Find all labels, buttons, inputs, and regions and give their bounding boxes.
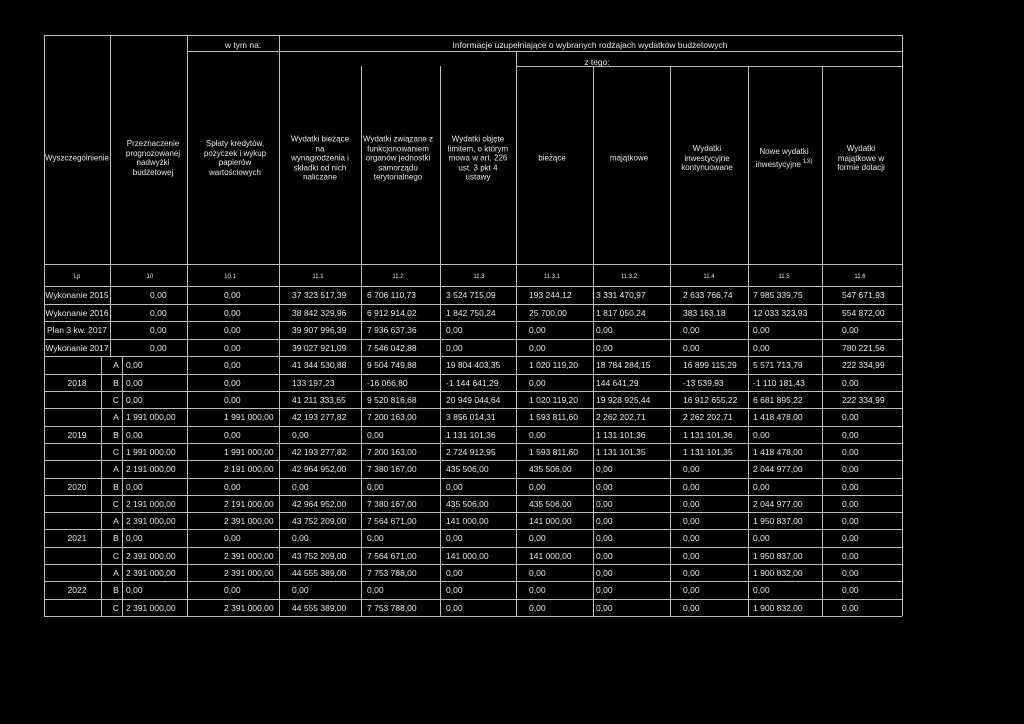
- v-gridline: [279, 51, 280, 616]
- table-cell: 0,00: [224, 377, 241, 388]
- table-cell: 16 899 115,29: [683, 360, 737, 371]
- footnote-mark: 13): [800, 157, 813, 165]
- table-cell: 0,00: [683, 585, 700, 596]
- table-cell: 0,00: [842, 568, 859, 578]
- table-cell: 1 991 000,00: [224, 446, 274, 457]
- table-cell: 0,00: [367, 429, 384, 440]
- table-cell: 7 200 163,00: [367, 412, 417, 423]
- table-cell: 42 964 952,00: [292, 464, 347, 475]
- h-gridline: [187, 51, 902, 52]
- v-gridline: [101, 356, 102, 616]
- h-gridline: [44, 286, 902, 287]
- table-cell: 1 900 832,00: [753, 602, 803, 613]
- table-cell: -13 539,93: [683, 377, 724, 388]
- table-cell: 0,00: [292, 429, 309, 440]
- year-label: 2018: [67, 377, 87, 388]
- table-cell: 0,00: [224, 585, 241, 596]
- h-gridline: [44, 264, 902, 265]
- sub-row-label: A: [113, 412, 119, 423]
- table-cell: 1 418 478,00: [753, 412, 803, 423]
- header-11-1: Wydatki bieżące na wynagrodzenia i składki od nich naliczane: [290, 134, 350, 182]
- lp-cell: 11.4: [703, 274, 715, 280]
- table-cell: 0,00: [126, 377, 143, 388]
- table-cell: 7 380 167,00: [367, 498, 417, 509]
- table-cell: 0,00: [224, 395, 241, 405]
- row-label: Wykonanie 2017: [45, 342, 109, 353]
- table-cell: 0,00: [529, 377, 546, 388]
- sub-row-label: A: [113, 464, 119, 475]
- table-cell: 19 804 403,35: [446, 360, 501, 371]
- table-cell: 7 936 637,36: [367, 325, 417, 336]
- v-gridline: [44, 356, 45, 616]
- header-11-6: Wydatki majątkowe w formie dotacji: [837, 143, 885, 172]
- lp-cell: 10: [146, 274, 154, 280]
- table-cell: 0,00: [529, 585, 546, 596]
- table-cell: 2 633 766,74: [683, 290, 733, 300]
- sub-row-label: B: [113, 377, 119, 388]
- table-cell: 9 504 749,88: [367, 360, 417, 371]
- table-cell: 0,00: [367, 481, 384, 492]
- lp-cell: 10.1: [224, 274, 236, 280]
- table-cell: 547 671,93: [842, 290, 885, 300]
- v-gridline: [670, 66, 671, 616]
- table-cell: 0,00: [446, 325, 463, 336]
- table-cell: 7 380 167,00: [367, 464, 417, 475]
- table-cell: -1 144 641,29: [446, 377, 499, 388]
- sub-row-label: C: [112, 395, 120, 405]
- lp-cell: 11.2: [392, 274, 404, 280]
- h-gridline: [44, 547, 902, 548]
- table-cell: 0,00: [842, 585, 859, 596]
- table-cell: 2 262 202,71: [683, 412, 733, 423]
- v-gridline: [440, 66, 441, 616]
- table-cell: 2 391 000,00: [224, 568, 274, 578]
- table-cell: 2 391 000,00: [224, 550, 274, 561]
- table-cell: 133 197,23: [292, 377, 335, 388]
- lp-cell: 11.3.1: [543, 274, 561, 280]
- table-cell: 141 000,00: [446, 516, 489, 527]
- table-cell: 780 221,56: [842, 342, 885, 353]
- h-gridline: [44, 408, 902, 409]
- table-cell: 2 191 000,00: [224, 464, 274, 475]
- table-cell: 0,00: [224, 307, 241, 318]
- table-cell: 0,00: [842, 429, 859, 440]
- table-cell: 0,00: [753, 533, 770, 544]
- table-cell: 2 191 000,00: [126, 498, 176, 509]
- table-cell: 0,00: [683, 481, 700, 492]
- table-cell: -1 110 181,43: [753, 377, 805, 388]
- table-cell: 193 244,12: [529, 290, 572, 300]
- table-cell: 0,00: [126, 481, 143, 492]
- table-cell: 1 131 101,35: [683, 446, 733, 457]
- row-label: Wykonanie 2015: [45, 290, 109, 300]
- table-cell: 18 784 284,15: [596, 360, 651, 371]
- lp-cell: 11.5: [778, 274, 790, 280]
- table-cell: 0,00: [596, 516, 613, 527]
- table-cell: 42 964 952,00: [292, 498, 347, 509]
- table-cell: 38 842 329,96: [292, 307, 347, 318]
- table-cell: 0,00: [292, 585, 309, 596]
- table-cell: 0,00: [842, 377, 859, 388]
- table-cell: 222 334,99: [842, 360, 885, 371]
- table-cell: 0,00: [126, 585, 143, 596]
- z-tego-label: z tego:: [584, 57, 610, 67]
- table-cell: 6 912 914,02: [367, 307, 417, 318]
- table-cell: 6 681 895,22: [753, 395, 803, 405]
- table-cell: 0,00: [529, 481, 546, 492]
- sub-row-label: B: [113, 585, 119, 596]
- v-gridline: [122, 356, 123, 616]
- sub-row-label: C: [112, 446, 120, 457]
- table-cell: 0,00: [126, 429, 143, 440]
- h-gridline: [44, 581, 902, 582]
- table-cell: 0,00: [683, 602, 700, 613]
- table-cell: 25 700,00: [529, 307, 567, 318]
- table-cell: 0,00: [367, 585, 384, 596]
- sub-row-label: B: [113, 533, 119, 544]
- lp-cell: 11.6: [854, 274, 866, 280]
- table-cell: 1 900 832,00: [753, 568, 803, 578]
- table-cell: 1 418 478,00: [753, 446, 803, 457]
- table-cell: 0,00: [224, 325, 241, 336]
- table-cell: 0,00: [150, 307, 167, 318]
- table-cell: 0,00: [446, 533, 463, 544]
- table-cell: 1 131 101,36: [596, 429, 646, 440]
- table-cell: 435 506,00: [446, 498, 489, 509]
- table-cell: 0,00: [446, 568, 463, 578]
- table-cell: 383 163,18: [683, 307, 726, 318]
- table-cell: 0,00: [596, 325, 613, 336]
- table-cell: 43 752 209,00: [292, 516, 347, 527]
- table-cell: 1 991 000,00: [224, 412, 274, 423]
- table-cell: 0,00: [842, 464, 859, 475]
- table-cell: 0,00: [224, 360, 241, 371]
- table-cell: 39 027 921,09: [292, 342, 347, 353]
- header-11-5: Nowe wydatki inwestycyjne $^{13)}$: [755, 147, 813, 169]
- table-cell: 435 506,00: [529, 464, 572, 475]
- table-cell: 7 564 671,00: [367, 516, 417, 527]
- table-cell: 0,00: [596, 464, 613, 475]
- table-cell: 0,00: [224, 429, 241, 440]
- table-cell: 3 856 014,31: [446, 412, 496, 423]
- header-11-3: Wydatki objęte limitem, o którym mowa w art. 226 ust. 3 pkt 4 ustawy: [447, 134, 509, 182]
- h-gridline: [44, 426, 902, 427]
- table-cell: 42 193 277,82: [292, 412, 347, 423]
- table-cell: 3 524 715,09: [446, 290, 496, 300]
- table-cell: 0,00: [842, 412, 859, 423]
- table-cell: 0,00: [529, 342, 546, 353]
- table-cell: 0,00: [842, 533, 859, 544]
- sub-row-label: A: [113, 516, 119, 527]
- h-gridline: [44, 35, 902, 36]
- table-cell: 0,00: [596, 342, 613, 353]
- table-cell: 1 950 837,00: [753, 550, 803, 561]
- table-cell: 1 131 101,36: [683, 429, 733, 440]
- table-cell: 2 044 977,00: [753, 498, 803, 509]
- table-cell: 44 555 389,00: [292, 602, 347, 613]
- table-cell: 2 391 000,00: [224, 602, 274, 613]
- table-cell: 12 033 323,93: [753, 307, 808, 318]
- table-cell: 2 724 912,95: [446, 446, 496, 457]
- h-gridline: [44, 391, 902, 392]
- h-gridline: [44, 321, 902, 322]
- table-cell: 0,00: [150, 342, 167, 353]
- row-label: Plan 3 kw. 2017: [46, 325, 108, 336]
- table-cell: 0,00: [446, 602, 463, 613]
- table-cell: 0,00: [126, 360, 143, 371]
- table-cell: 16 912 655,22: [683, 395, 738, 405]
- sub-row-label: C: [112, 602, 120, 613]
- table-cell: 0,00: [753, 342, 770, 353]
- table-cell: 222 334,99: [842, 395, 885, 405]
- h-gridline: [44, 460, 902, 461]
- header-11-4: Wydatki inwestycyjne kontynuowane: [681, 143, 733, 172]
- header-11-3-2: majątkowe: [609, 153, 649, 163]
- table-cell: 19 928 925,44: [596, 395, 651, 405]
- table-cell: 0,00: [683, 533, 700, 544]
- table-cell: 2 262 202,71: [596, 412, 646, 423]
- table-cell: 39 907 996,39: [292, 325, 347, 336]
- table-cell: 0,00: [683, 568, 700, 578]
- table-cell: 0,00: [683, 498, 700, 509]
- table-cell: 0,00: [292, 533, 309, 544]
- table-cell: 37 323 517,39: [292, 290, 347, 300]
- table-cell: 0,00: [126, 533, 143, 544]
- v-gridline: [902, 35, 903, 616]
- table-cell: 20 949 044,64: [446, 395, 501, 405]
- table-cell: 554 872,00: [842, 307, 885, 318]
- year-label: 2019: [67, 429, 87, 440]
- h-gridline: [44, 478, 902, 479]
- row-label: Wykonanie 2016: [45, 307, 109, 318]
- v-gridline: [822, 66, 823, 616]
- table-cell: 6 706 110,73: [367, 290, 416, 300]
- table-cell: 2 044 977,00: [753, 464, 803, 475]
- sub-row-label: A: [113, 360, 119, 371]
- table-cell: 141 000,00: [529, 550, 572, 561]
- v-gridline: [110, 35, 111, 356]
- w-tym-na-label: w tym na:: [224, 40, 262, 50]
- table-cell: 1 842 750,24: [446, 307, 496, 318]
- table-cell: 1 020 119,20: [529, 395, 578, 405]
- table-cell: 0,00: [529, 325, 546, 336]
- table-cell: 2 191 000,00: [126, 464, 176, 475]
- h-gridline: [44, 495, 902, 496]
- table-cell: 7 985 339,75: [753, 290, 803, 300]
- sub-row-label: B: [113, 481, 119, 492]
- h-gridline: [44, 339, 902, 340]
- table-cell: 1 991 000,00: [126, 412, 176, 423]
- table-cell: 0,00: [842, 498, 859, 509]
- table-cell: 1 131 101,36: [446, 429, 496, 440]
- year-label: 2022: [67, 585, 87, 596]
- lp-cell: 11.1: [312, 274, 324, 280]
- table-cell: 0,00: [292, 481, 309, 492]
- h-gridline: [44, 512, 902, 513]
- h-gridline: [44, 356, 902, 357]
- sub-row-label: A: [113, 568, 119, 578]
- table-cell: 0,00: [224, 342, 241, 353]
- table-cell: 1 020 119,20: [529, 360, 578, 371]
- table-cell: 0,00: [842, 446, 859, 457]
- table-cell: 1 593 811,60: [529, 446, 578, 457]
- table-cell: 1 131 101,35: [596, 446, 646, 457]
- table-cell: 0,00: [446, 342, 463, 353]
- lp-cell: 11.3.2: [620, 274, 638, 280]
- table-cell: 0,00: [446, 585, 463, 596]
- sub-row-label: C: [112, 550, 120, 561]
- table-cell: 0,00: [753, 585, 770, 596]
- table-cell: 0,00: [224, 290, 241, 300]
- table-cell: 0,00: [683, 325, 700, 336]
- table-cell: 0,00: [596, 481, 613, 492]
- table-cell: 2 391 000,00: [224, 516, 274, 527]
- table-cell: 0,00: [753, 325, 770, 336]
- sub-row-label: B: [113, 429, 119, 440]
- v-gridline: [279, 35, 280, 51]
- table-cell: 0,00: [683, 464, 700, 475]
- table-cell: 0,00: [683, 342, 700, 353]
- table-cell: 0,00: [596, 585, 613, 596]
- table-cell: 141 000,00: [529, 516, 572, 527]
- table-cell: 2 391 000,00: [126, 550, 176, 561]
- table-cell: 0,00: [596, 498, 613, 509]
- table-cell: 435 506,00: [446, 464, 489, 475]
- year-label: 2021: [67, 533, 87, 544]
- table-cell: 42 193 277,82: [292, 446, 347, 457]
- table-cell: 0,00: [753, 429, 770, 440]
- table-cell: 144 641,29: [596, 377, 639, 388]
- table-cell: 1 593 811,60: [529, 412, 578, 423]
- table-cell: 0,00: [596, 568, 613, 578]
- table-cell: 0,00: [842, 325, 859, 336]
- table-cell: 141 000,00: [446, 550, 489, 561]
- v-gridline: [187, 35, 188, 616]
- table-cell: -16 066,80: [367, 377, 408, 388]
- table-cell: 44 555 389,00: [292, 568, 347, 578]
- table-cell: 0,00: [126, 395, 143, 405]
- h-gridline: [44, 599, 902, 600]
- table-cell: 0,00: [529, 533, 546, 544]
- table-cell: 2 391 000,00: [126, 516, 176, 527]
- table-cell: 0,00: [842, 516, 859, 527]
- header-wyszczegolnienie: Wyszczególnienie: [45, 153, 109, 163]
- table-cell: 7 200 163,00: [367, 446, 417, 457]
- table-cell: 3 331 470,97: [596, 290, 646, 300]
- table-cell: 0,00: [529, 568, 546, 578]
- table-cell: 435 506,00: [529, 498, 572, 509]
- v-gridline: [361, 66, 362, 616]
- table-cell: 7 753 788,00: [367, 568, 417, 578]
- table-cell: 0,00: [842, 481, 859, 492]
- table-cell: 0,00: [753, 481, 770, 492]
- h-gridline: [44, 443, 902, 444]
- table-cell: 0,00: [596, 550, 613, 561]
- h-gridline: [44, 564, 902, 565]
- table-cell: 0,00: [683, 550, 700, 561]
- table-cell: 2 191 000,00: [224, 498, 274, 509]
- table-cell: 0,00: [842, 550, 859, 561]
- table-cell: 0,00: [683, 516, 700, 527]
- year-label: 2020: [67, 481, 87, 492]
- table-cell: 7 753 788,00: [367, 602, 417, 613]
- header-10-1: Spłaty kredytów, pożyczek i wykup papierów wartościowych: [203, 139, 267, 177]
- table-cell: 0,00: [842, 602, 859, 613]
- header-11-2: Wydatki związane z funkcjonowaniem organów jednostki samorządu terytorialnego: [362, 134, 434, 182]
- table-cell: 0,00: [224, 533, 241, 544]
- v-gridline: [593, 66, 594, 616]
- h-gridline: [44, 374, 902, 375]
- table-cell: 0,00: [150, 325, 167, 336]
- table-cell: 0,00: [446, 481, 463, 492]
- table-cell: 0,00: [224, 481, 241, 492]
- table-cell: 0,00: [367, 533, 384, 544]
- header-10: Przeznaczenie prognozowanej nadwyżki budżetowej: [125, 139, 181, 177]
- h-gridline: [44, 529, 902, 530]
- v-gridline: [748, 66, 749, 616]
- table-cell: 1 991 000,00: [126, 446, 176, 457]
- table-cell: 7 564 671,00: [367, 550, 417, 561]
- table-cell: 9 520 816,68: [367, 395, 417, 405]
- table-cell: 0,00: [529, 602, 546, 613]
- table-cell: 2 391 000,00: [126, 568, 176, 578]
- h-gridline: [44, 304, 902, 305]
- table-cell: 1 817 050,24: [596, 307, 646, 318]
- table-cell: 41 344 530,88: [292, 360, 347, 371]
- informacje-header: Informacje uzupełniające o wybranych rodzajach wydatków budżetowych: [452, 40, 728, 50]
- sub-row-label: C: [112, 498, 120, 509]
- table-cell: 0,00: [150, 290, 167, 300]
- table-cell: 0,00: [596, 602, 613, 613]
- table-cell: 0,00: [596, 533, 613, 544]
- v-gridline: [516, 51, 517, 616]
- h-gridline: [516, 66, 902, 67]
- table-cell: 2 391 000,00: [126, 602, 176, 613]
- table-cell: 0,00: [529, 429, 546, 440]
- table-cell: 5 571 713,79: [753, 360, 803, 371]
- header-11-3-1: bieżące: [538, 153, 566, 163]
- table-cell: 43 752 209,00: [292, 550, 347, 561]
- table-cell: 41 211 333,65: [292, 395, 346, 405]
- lp-cell: 11.3: [473, 274, 485, 280]
- lp-cell: Lp: [73, 274, 81, 280]
- h-gridline: [44, 616, 902, 617]
- table-cell: 7 546 042,88: [367, 342, 417, 353]
- table-cell: 1 950 837,00: [753, 516, 803, 527]
